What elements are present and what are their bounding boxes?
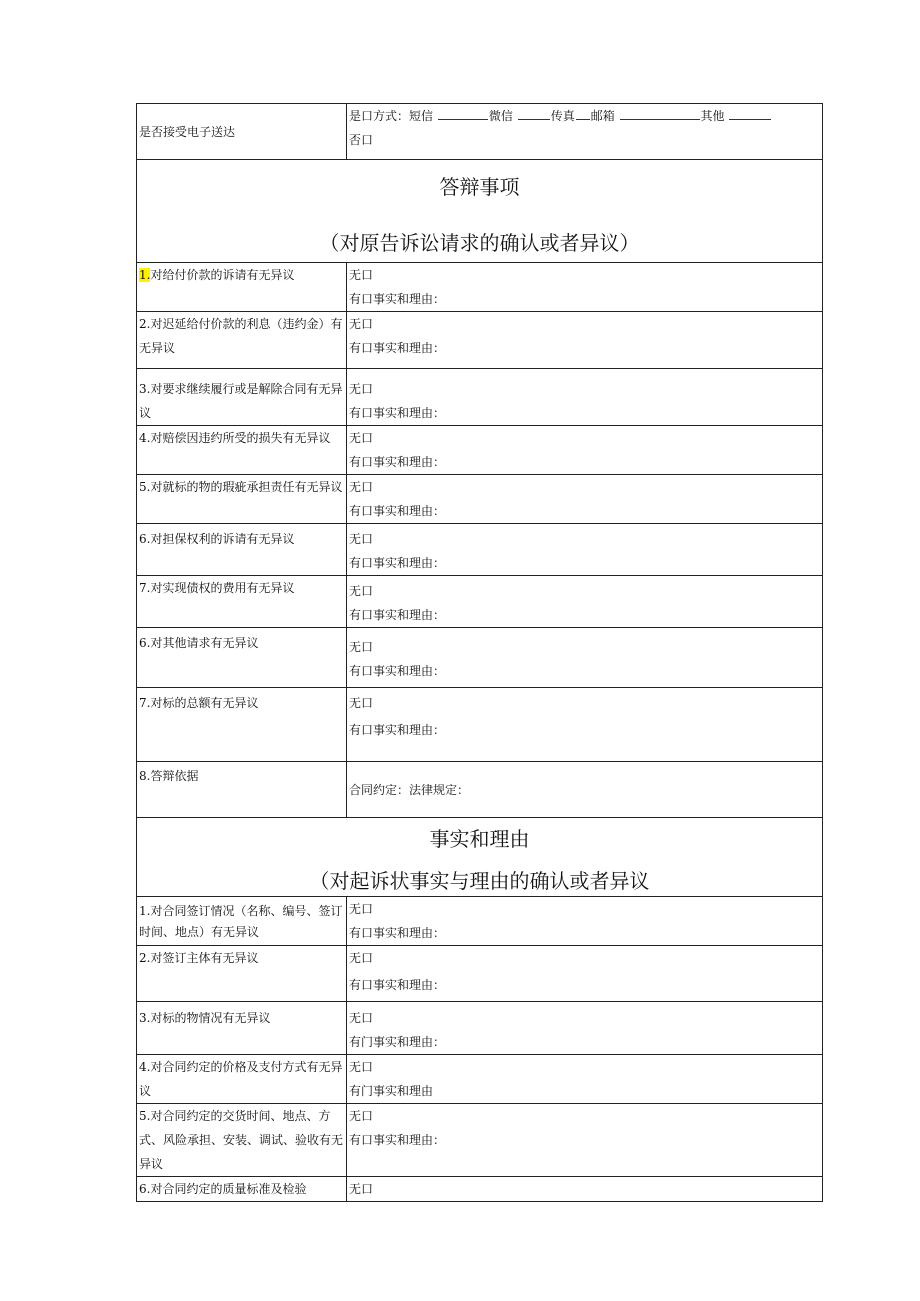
section2-subtitle: （对起诉状事实与理由的确认或者异议 <box>309 869 650 893</box>
yes-checkbox[interactable]: 有口事实和理由： <box>349 664 446 678</box>
table-row <box>137 897 823 946</box>
yes-checkbox[interactable]: 有口事实和理由： <box>349 608 446 622</box>
item-answer <box>347 576 823 628</box>
item-label: 6.对合同约定的质量标准及检验 <box>137 1177 347 1202</box>
no-checkbox[interactable]: 无口 <box>349 902 374 916</box>
item-answer <box>347 524 823 576</box>
yes-checkbox[interactable]: 有口事实和理由： <box>349 455 446 469</box>
no-checkbox[interactable]: 无口 <box>349 951 374 965</box>
item-label: 1.对给付价款的诉请有无异议 <box>137 263 347 312</box>
no-checkbox[interactable]: 无口 <box>349 640 374 654</box>
item-answer <box>347 1055 823 1104</box>
item-label: 5.对合同约定的交货时间、地点、方式、风险承担、安装、调试、验收有无异议 <box>137 1104 347 1177</box>
table-row <box>137 946 823 1002</box>
item-answer <box>347 1104 823 1177</box>
defense-form <box>136 103 822 1202</box>
no-checkbox[interactable]: 无口 <box>349 480 374 494</box>
fax-option: 传真 <box>550 109 575 123</box>
no-checkbox[interactable]: 无口 <box>349 532 374 546</box>
item-answer <box>347 688 823 762</box>
no-checkbox[interactable]: 无口 <box>349 382 374 396</box>
table-row <box>137 1177 823 1202</box>
table-row <box>137 762 823 818</box>
item-label: 4.对赔偿因违约所受的损失有无异议 <box>137 426 347 475</box>
table-row <box>137 688 823 762</box>
item-answer <box>347 946 823 1002</box>
no-checkbox[interactable]: 无口 <box>349 1011 374 1025</box>
yes-checkbox[interactable]: 有口事实和理由： <box>349 723 446 737</box>
basis-value[interactable]: 合同约定：法律规定： <box>347 762 823 818</box>
yes-checkbox[interactable]: 有口事实和理由： <box>349 1133 446 1147</box>
section2-title: 事实和理由 <box>429 827 530 851</box>
no-checkbox[interactable]: 无口 <box>349 268 374 282</box>
item-answer <box>347 897 823 946</box>
no-checkbox[interactable]: 无口 <box>349 584 374 598</box>
item-answer <box>347 369 823 426</box>
yes-checkbox[interactable]: 有口事实和理由： <box>349 926 446 940</box>
electronic-service-label: 是否接受电子送达 <box>137 104 347 160</box>
item-answer <box>347 263 823 312</box>
yes-checkbox[interactable]: 有口事实和理由： <box>349 341 446 355</box>
item-number-highlight: 1. <box>139 268 151 282</box>
wechat-option: 微信 <box>488 109 513 123</box>
sms-blank[interactable] <box>438 107 488 120</box>
no-checkbox[interactable]: 无口 <box>349 1109 374 1123</box>
item-label: 3.对标的物情况有无异议 <box>137 1002 347 1055</box>
yes-checkbox[interactable]: 有口事实和理由： <box>349 292 446 306</box>
no-checkbox[interactable]: 无口 <box>349 1182 374 1196</box>
table-row <box>137 369 823 426</box>
item-label: 6.对其他请求有无异议 <box>137 628 347 688</box>
table-row <box>137 1055 823 1104</box>
section1-subtitle: （对原告诉讼请求的确认或者异议） <box>319 231 640 255</box>
wechat-blank[interactable] <box>518 107 550 120</box>
other-blank[interactable] <box>729 107 771 120</box>
item-answer <box>347 1002 823 1055</box>
fax-blank[interactable] <box>576 107 590 120</box>
yes-checkbox[interactable]: 有口事实和理由： <box>349 504 446 518</box>
email-blank[interactable] <box>620 107 700 120</box>
no-checkbox[interactable]: 无口 <box>349 431 374 445</box>
section1-header-row <box>137 160 823 263</box>
table-row <box>137 1104 823 1177</box>
form-table <box>136 103 823 1202</box>
item-answer <box>347 312 823 369</box>
section2-header-row <box>137 818 823 897</box>
other-option: 其他 <box>700 109 725 123</box>
item-label: 7.对标的总额有无异议 <box>137 688 347 762</box>
item-answer <box>347 426 823 475</box>
yes-checkbox[interactable]: 有门事实和理由： <box>349 1035 446 1049</box>
no-option[interactable]: 否口 <box>349 133 374 147</box>
table-row <box>137 263 823 312</box>
email-option: 邮箱 <box>590 109 615 123</box>
electronic-service-options <box>347 104 823 160</box>
item-label: 4.对合同约定的价格及支付方式有无异议 <box>137 1055 347 1104</box>
item-label: 3.对要求继续履行或是解除合同有无异议 <box>137 369 347 426</box>
item-answer <box>347 475 823 524</box>
table-row <box>137 628 823 688</box>
section1-title: 答辩事项 <box>439 175 520 199</box>
table-row <box>137 524 823 576</box>
yes-checkbox[interactable]: 有口事实和理由： <box>349 978 446 992</box>
item-label: 2.对迟延给付价款的利息（违约金）有无异议 <box>137 312 347 369</box>
table-row <box>137 475 823 524</box>
item-label: 5.对就标的物的瑕疵承担责任有无异议 <box>137 475 347 524</box>
item-label: 7.对实现债权的费用有无异议 <box>137 576 347 628</box>
no-checkbox[interactable]: 无口 <box>349 317 374 331</box>
basis-label: 8.答辩依据 <box>137 762 347 818</box>
table-row <box>137 312 823 369</box>
yes-checkbox[interactable]: 有口事实和理由： <box>349 556 446 570</box>
no-checkbox[interactable]: 无口 <box>349 696 374 710</box>
yes-checkbox[interactable]: 有口事实和理由： <box>349 406 446 420</box>
table-row <box>137 426 823 475</box>
yes-option[interactable]: 是口方式：短信 <box>349 109 434 123</box>
table-row <box>137 576 823 628</box>
item-label: 2.对签订主体有无异议 <box>137 946 347 1002</box>
item-answer <box>347 1177 823 1202</box>
table-row <box>137 1002 823 1055</box>
item-label: 6.对担保权利的诉请有无异议 <box>137 524 347 576</box>
item-answer <box>347 628 823 688</box>
no-checkbox[interactable]: 无口 <box>349 1060 374 1074</box>
yes-checkbox[interactable]: 有门事实和理由 <box>349 1084 434 1098</box>
item-label: 1.对合同签订情况（名称、编号、签订时间、地点）有无异议 <box>137 897 347 946</box>
electronic-service-row <box>137 104 823 160</box>
